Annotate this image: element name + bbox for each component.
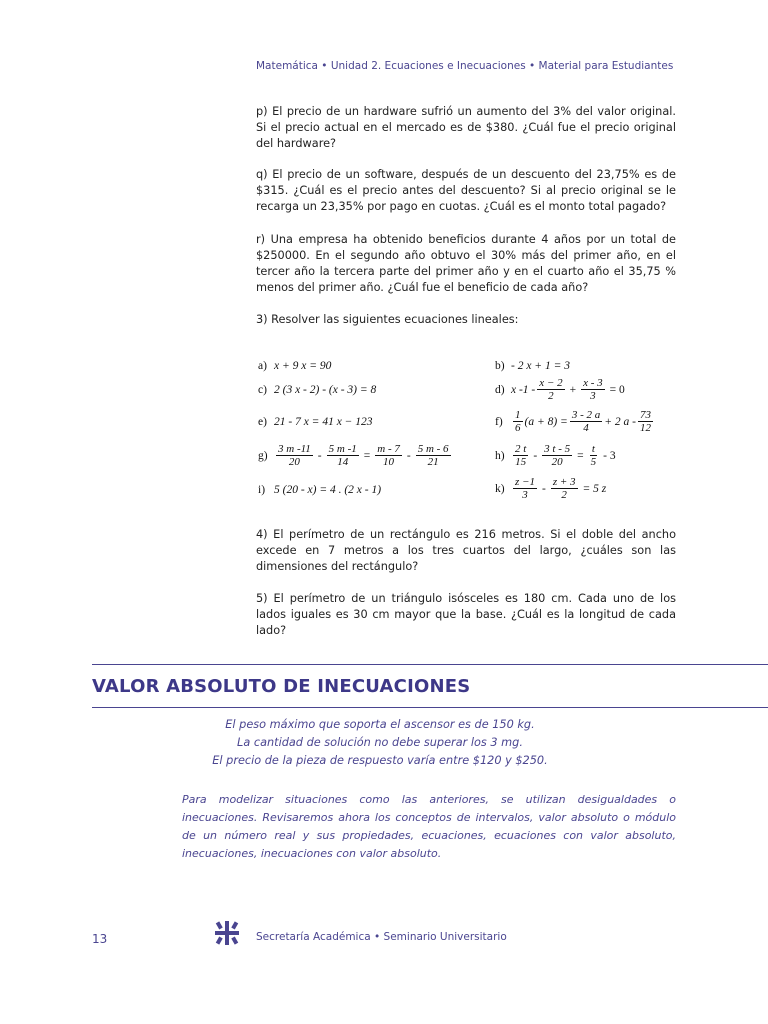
equation-label: i): [258, 484, 266, 496]
fraction: $\frac{3 t - 5}{20}$: [544, 443, 571, 468]
equation-label: k): [495, 482, 505, 495]
section-intro: Para modelizar situaciones como las anteriores, se utilizan desigualdades o inecuaciones. Revisaremos ahora los conceptos de intervalos, valor absoluto o módulo de un número real y sus propiedades, ecuaciones, ecuaciones con valor absoluto, inecuaciones, inecuaciones con valor absoluto.: [182, 793, 676, 860]
equation-c: [258, 384, 376, 396]
equation-b: [495, 360, 570, 372]
equation-term: x -1 -: [511, 383, 536, 396]
equation-d: [495, 377, 628, 402]
fraction: $\frac{t}{5}$: [590, 443, 597, 468]
section-title: VALOR ABSOLUTO DE INECUACIONES: [92, 676, 471, 697]
fraction: $\frac{73}{12}$: [639, 409, 651, 434]
equation-h: [495, 443, 619, 468]
operator: -: [406, 449, 411, 462]
equation-term: = 0: [609, 383, 625, 396]
fraction: $\frac{z -1}{3}$: [515, 476, 535, 501]
fraction: $\frac{3 - 2 a}{4}$: [571, 409, 601, 434]
example-line: La cantidad de solución no debe superar los 3 mg.: [237, 736, 523, 749]
equation-a: [258, 360, 331, 372]
equation-g: [258, 443, 453, 468]
equation-term: - 3: [603, 449, 616, 462]
fraction: $\frac{x - 2}{2}$: [539, 377, 563, 402]
utn-logo-icon: [214, 920, 240, 946]
fraction: $\frac{5 m -1}{14}$: [328, 443, 357, 468]
operator: =: [577, 449, 584, 462]
equation-e: [258, 416, 373, 428]
section-divider-bottom: [92, 707, 768, 708]
fraction: $\frac{2 t}{15}$: [515, 443, 527, 468]
equation-term: = 5 z: [582, 482, 607, 495]
problem-q: q) El precio de un software, después de un descuento del 23,75% es de $315. ¿Cuál es el precio antes del descuento? Si al precio original se le recarga un 23,35% por pago en cuotas. ¿Cuál es el monto total pagado?: [256, 168, 676, 213]
equation-term: (a + 8) =: [524, 415, 568, 428]
page-number: 13: [92, 932, 108, 946]
equation-expression: 2 (3 x - 2) - (x - 3) = 8: [274, 384, 377, 396]
equation-label: e): [258, 416, 267, 428]
running-header: Matemática • Unidad 2. Ecuaciones e Inecuaciones • Material para Estudiantes: [256, 60, 674, 72]
equation-term: + 2 a -: [604, 415, 636, 428]
equation-label: h): [495, 449, 505, 462]
equation-expression: x + 9 x = 90: [274, 360, 332, 372]
fraction: $\frac{z + 3}{2}$: [552, 476, 576, 501]
fraction: $\frac{3 m -11}{20}$: [278, 443, 311, 468]
equation-expression: 5 (20 - x) = 4 . (2 x - 1): [274, 484, 382, 496]
operator: +: [569, 383, 577, 396]
equation-label: c): [258, 384, 267, 396]
equation-label: g): [258, 449, 268, 462]
example-line: El precio de la pieza de respuesto varía entre $120 y $250.: [212, 754, 548, 767]
equation-label: f): [495, 415, 503, 428]
example-line: El peso máximo que soporta el ascensor es de 150 kg.: [225, 718, 535, 731]
problem-r: r) Una empresa ha obtenido beneficios durante 4 años por un total de $250000. En el segundo año obtuvo el 30% más del primer año, en el tercer año la tercera parte del primer año y en el cuarto año el 35,75 % menos del primer año. ¿Cuál fue el beneficio de cada año?: [256, 233, 676, 294]
equation-f: [495, 409, 655, 434]
fraction: $\frac{m - 7}{10}$: [377, 443, 400, 468]
exercise-3-heading: 3) Resolver las siguientes ecuaciones lineales:: [256, 313, 519, 326]
equation-i: [258, 484, 381, 496]
fraction: $\frac{5 m - 6}{21}$: [417, 443, 449, 468]
section-divider-top: [92, 664, 768, 665]
equation-expression: 21 - 7 x = 41 x − 123: [274, 416, 373, 428]
equation-expression: - 2 x + 1 = 3: [511, 360, 570, 372]
operator: -: [533, 449, 538, 462]
exercise-5: 5) El perímetro de un triángulo isósceles es 180 cm. Cada uno de los lados iguales es 30 cm mayor que la base. ¿Cuál es la longitud de cada lado?: [256, 592, 676, 637]
problem-p: p) El precio de un hardware sufrió un aumento del 3% del valor original. Si el precio actual en el mercado es de $380. ¿Cuál fue el precio original del hardware?: [256, 105, 676, 150]
equation-label: b): [495, 360, 505, 372]
operator: -: [317, 449, 322, 462]
fraction: $\frac{1}{6}$: [515, 409, 521, 434]
equation-k: [495, 476, 609, 501]
exercise-4: 4) El perímetro de un rectángulo es 216 metros. Si el doble del ancho excede en 7 metros a los tres cuartos del largo, ¿cuáles son las dimensiones del rectángulo?: [256, 528, 676, 573]
operator: -: [541, 482, 546, 495]
operator: =: [363, 449, 371, 462]
fraction: $\frac{x - 3}{3}$: [583, 377, 603, 402]
equation-label: d): [495, 383, 505, 396]
equation-label: a): [258, 360, 267, 372]
footer-text: Secretaría Académica • Seminario Universitario: [256, 931, 507, 943]
